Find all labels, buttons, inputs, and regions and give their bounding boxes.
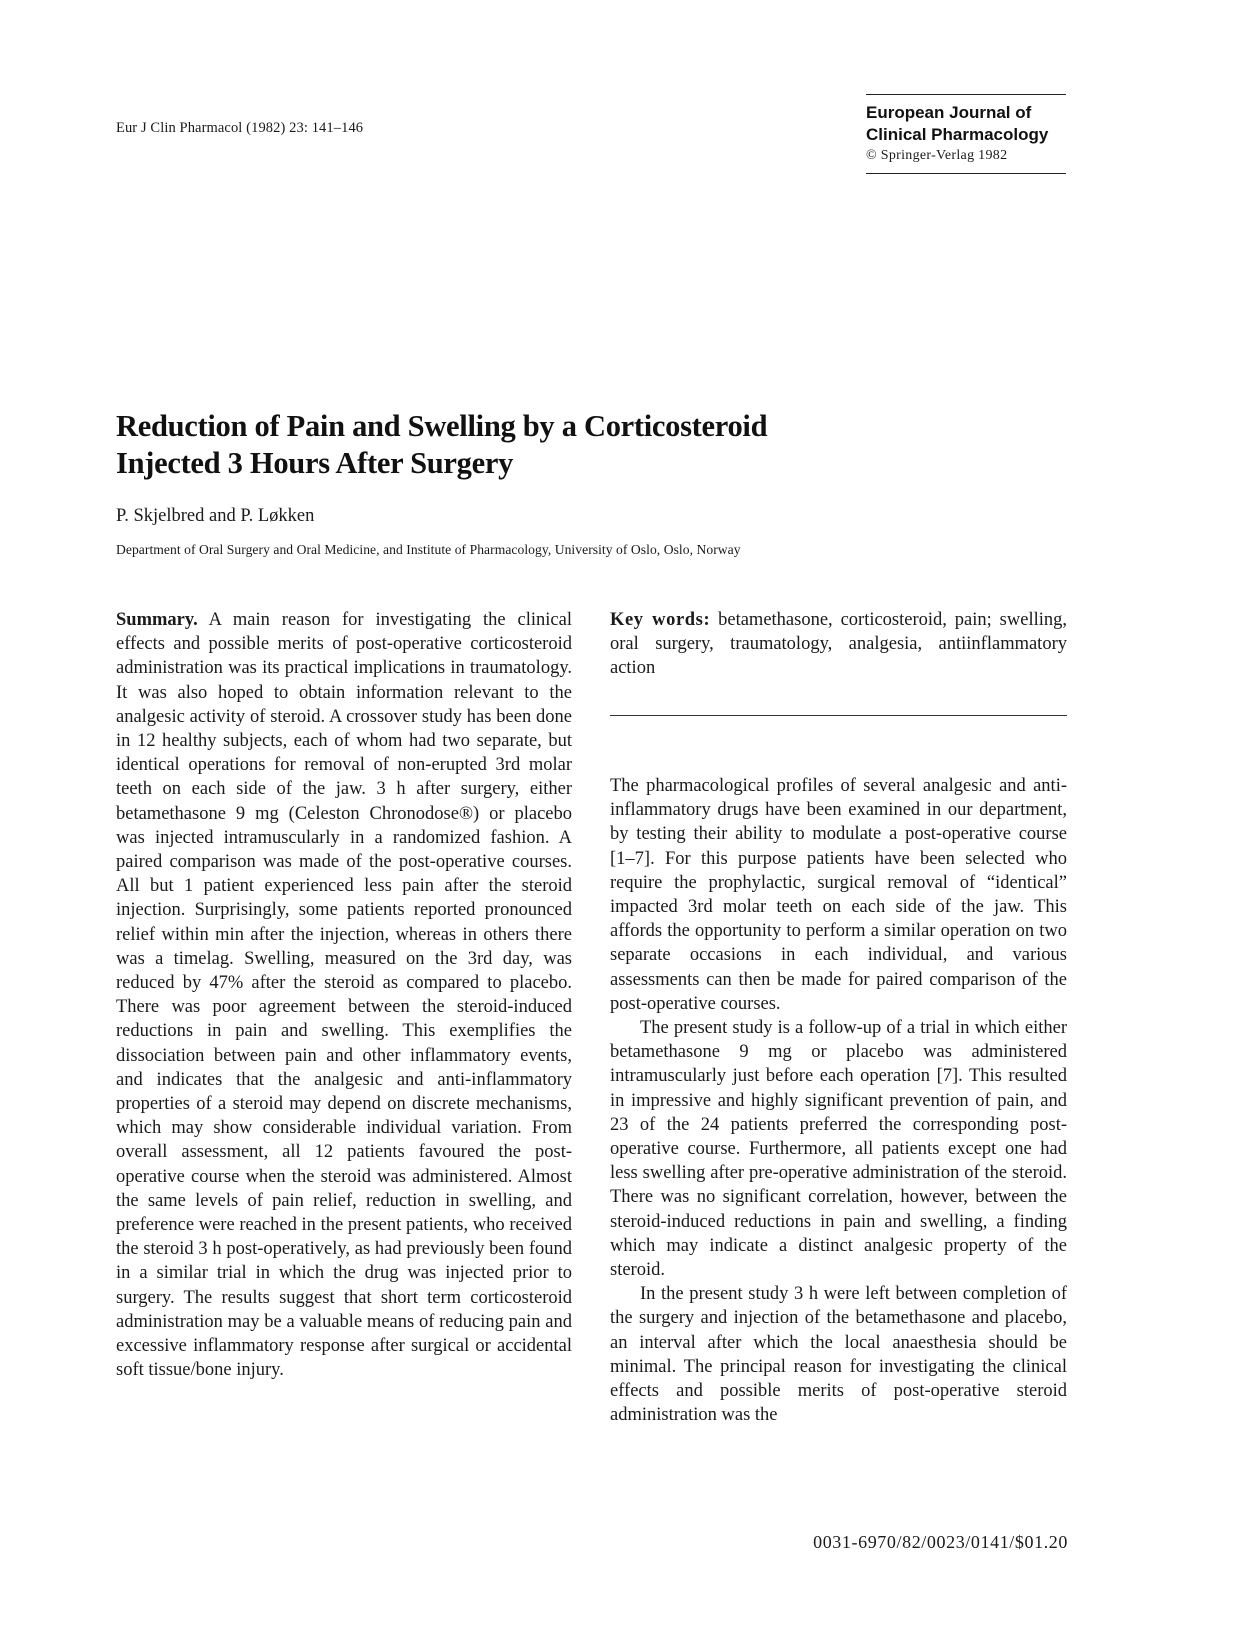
article-authors: P. Skjelbred and P. Løkken <box>116 506 315 526</box>
masthead-top-rule <box>866 94 1066 95</box>
article-title-line1: Reduction of Pain and Swelling by a Corticosteroid <box>116 409 768 443</box>
keywords-label: Key words: <box>610 610 711 630</box>
keywords-block <box>610 608 1067 681</box>
journal-masthead <box>866 94 1066 174</box>
summary-paragraph <box>116 608 572 1383</box>
body-paragraph-3: In the present study 3 h were left between completion of the surgery and injection of the betamethasone and placebo, an interval after which the local anaesthesia should be minimal. The principal reason for investigating the clinical effects and possible merits of post-operative steroid administration was the <box>610 1284 1067 1426</box>
journal-copyright: © Springer-Verlag 1982 <box>866 148 1008 163</box>
summary-column <box>116 608 572 1383</box>
keywords-paragraph <box>610 608 1067 681</box>
keywords-text: betamethasone, corticosteroid, pain; swelling, oral surgery, traumatology, analgesia, antiinflammatory action <box>610 610 1068 679</box>
summary-label: Summary. <box>116 610 198 630</box>
issn-code: 0031-6970/82/0023/0141/$01.20 <box>813 1532 1068 1552</box>
summary-text: A main reason for investigating the clinical effects and possible merits of post-operative corticosteroid administration was its practical implications in traumatology. It was also hoped to obtain information relevant to the analgesic activity of steroid. A crossover study has been done in 12 healthy subjects, each of whom had two separate, but identical operations for removal of non-erupted 3rd molar teeth on each side of the jaw. 3 h after surgery, either betamethasone 9 mg (Celeston Chronodose®) or placebo was injected intramuscularly in a randomized fashion. A paired comparison was made of the post-operative courses. All but 1 patient experienced less pain after the steroid injection. Surprisingly, some patients reported pronounced relief within min after the injection, whereas in others there was a timelag. Swelling, measured on the 3rd day, was reduced by 47% after the steroid as compared to placebo. There was poor agreement between the steroid-induced reductions in pain and swelling. This exemplifies the dissociation between pain and other inflammatory events, and indicates that the analgesic and anti-inflammatory properties of a steroid may depend on discrete mechanisms, which may show considerable individual variation. From overall assessment, all 12 patients favoured the post-operative course when the steroid was administered. Almost the same levels of pain relief, reduction in swelling, and preference were reached in the present patients, who received the steroid 3 h post-operatively, as had previously been found in a similar trial in which the drug was injected prior to surgery. The results suggest that short term corticosteroid administration may be a valuable means of reducing pain and excessive inflammatory response after surgical or accidental soft tissue/bone injury. <box>116 610 572 1381</box>
article-affiliation: Department of Oral Surgery and Oral Medicine, and Institute of Pharmacology, University of Oslo, Oslo, Norway <box>116 542 741 557</box>
article-title-line2: Injected 3 Hours After Surgery <box>116 446 514 480</box>
keywords-divider <box>610 715 1067 716</box>
journal-name-line1: European Journal of <box>866 103 1032 122</box>
body-paragraph-1: The pharmacological profiles of several analgesic and anti-inflammatory drugs have been examined in our department, by testing their ability to modulate a post-operative course [1–7]. For this purpose patients have been selected who require the prophylactic, surgical removal of “identical” impacted 3rd molar teeth on each side of the jaw. This affords the opportunity to perform a similar operation on two separate occasions in each individual, and various assessments can then be made for paired comparison of the post-operative courses. <box>610 776 1067 1014</box>
masthead-bottom-rule <box>866 173 1066 174</box>
article-title <box>116 408 1016 482</box>
body-paragraph-2: The present study is a follow-up of a trial in which either betamethasone 9 mg or placebo was administered intramuscularly just before each operation [7]. This resulted in impressive and highly significant prevention of pain, and 23 of the 24 patients preferred the corresponding post-operative course. Furthermore, all patients except one had less swelling after pre-operative administration of the steroid. There was no significant correlation, however, between the steroid-induced reductions in pain and swelling, a finding which may indicate a distinct analgesic property of the steroid. <box>610 1018 1067 1281</box>
journal-citation: Eur J Clin Pharmacol (1982) 23: 141–146 <box>116 120 364 136</box>
journal-name <box>866 102 1066 146</box>
body-column <box>610 774 1067 1427</box>
journal-name-line2: Clinical Pharmacology <box>866 125 1049 144</box>
